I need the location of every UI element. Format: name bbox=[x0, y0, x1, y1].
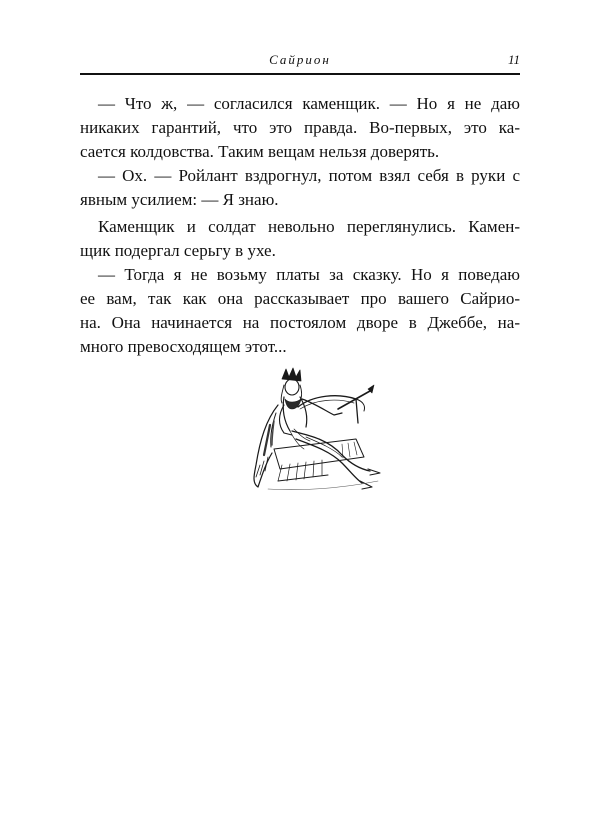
page-number: 11 bbox=[507, 52, 520, 67]
running-head bbox=[80, 52, 520, 72]
text-line: — Что ж, — согласился каменщик. — Но я не даю bbox=[98, 94, 520, 113]
header-rule bbox=[80, 73, 520, 75]
text-line: на. Она начинается на постоялом дворе в Джеббе, на- bbox=[80, 313, 520, 332]
text-line: щик подергал серьгу в ухе. bbox=[80, 241, 276, 260]
seated-queen-illustration-icon bbox=[238, 365, 388, 500]
text-line: ее вам, так как она рассказывает про вашего Сайрио- bbox=[80, 289, 520, 308]
text-line: явным усилием: — Я знаю. bbox=[80, 190, 279, 209]
paragraph bbox=[80, 92, 520, 164]
text-line: Каменщик и солдат невольно переглянулись. Камен- bbox=[98, 217, 520, 236]
text-line: никаких гарантий, что это правда. Во-первых, это ка- bbox=[80, 118, 520, 137]
running-title: Сайрион bbox=[269, 52, 331, 67]
text-line: — Ох. — Ройлант вздрогнул, потом взял себя в руки с bbox=[98, 166, 520, 185]
paragraph bbox=[80, 263, 520, 359]
body-text bbox=[80, 92, 520, 359]
text-line: сается колдовства. Таким вещам нельзя доверять. bbox=[80, 142, 440, 161]
paragraph bbox=[80, 164, 520, 212]
paragraph bbox=[80, 215, 520, 263]
text-line: — Тогда я не возьму платы за сказку. Но я поведаю bbox=[98, 265, 520, 284]
text-line: много превосходящем этот... bbox=[80, 337, 287, 356]
